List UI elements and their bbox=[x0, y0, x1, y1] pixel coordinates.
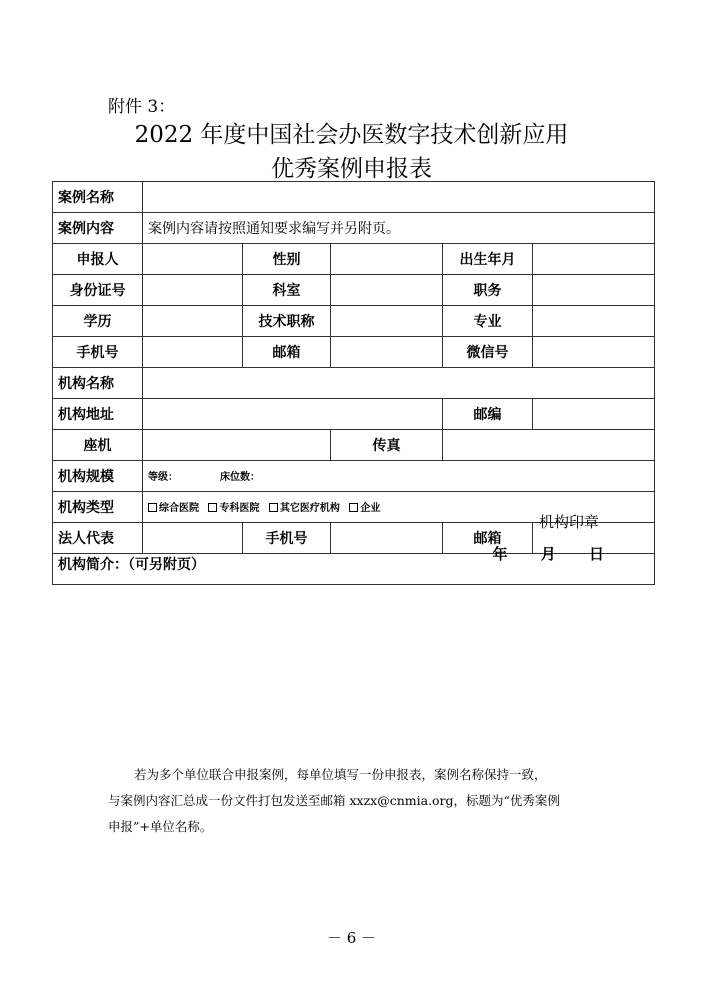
row-org-scale bbox=[53, 461, 655, 492]
row-id bbox=[53, 275, 655, 306]
row-org-name bbox=[53, 368, 655, 399]
position-field[interactable] bbox=[533, 275, 655, 306]
row-org-address bbox=[53, 399, 655, 430]
applicant-label: 申报人 bbox=[53, 244, 143, 275]
wechat-label: 微信号 bbox=[443, 337, 533, 368]
landline-label: 座机 bbox=[53, 430, 143, 461]
row-case-name bbox=[53, 182, 655, 213]
note-line1: 若为多个单位联合申报案例，每单位填写一份申报表，案例名称保持一致， bbox=[134, 767, 547, 782]
row-landline bbox=[53, 430, 655, 461]
option-general-hospital[interactable]: 综合医院 bbox=[148, 499, 199, 515]
department-field[interactable] bbox=[331, 275, 443, 306]
row-case-content bbox=[53, 213, 655, 244]
case-content-label: 案例内容 bbox=[53, 213, 143, 244]
case-name-label: 案例名称 bbox=[53, 182, 143, 213]
postcode-label: 邮编 bbox=[443, 399, 533, 430]
case-name-field[interactable] bbox=[143, 182, 655, 213]
legal-mobile-label: 手机号 bbox=[243, 523, 331, 554]
org-type-label: 机构类型 bbox=[53, 492, 143, 523]
applicant-field[interactable] bbox=[143, 244, 243, 275]
org-name-label: 机构名称 bbox=[53, 368, 143, 399]
landline-field[interactable] bbox=[143, 430, 331, 461]
option-enterprise[interactable]: 企业 bbox=[349, 499, 380, 515]
org-scale-field[interactable] bbox=[143, 461, 655, 492]
page-number: － 6 － bbox=[326, 929, 377, 947]
org-address-label: 机构地址 bbox=[53, 399, 143, 430]
attachment-label: 附件 3： bbox=[108, 97, 176, 117]
legal-rep-field[interactable] bbox=[143, 523, 243, 554]
department-label: 科室 bbox=[243, 275, 331, 306]
birth-label: 出生年月 bbox=[443, 244, 533, 275]
submission-note bbox=[108, 762, 608, 840]
legal-rep-label: 法人代表 bbox=[53, 523, 143, 554]
checkbox-icon[interactable] bbox=[148, 503, 157, 512]
application-form-table bbox=[52, 181, 655, 585]
legal-email-label: 邮箱 bbox=[443, 523, 533, 554]
option-specialty-hospital[interactable]: 专科医院 bbox=[208, 499, 259, 515]
document-title-line1: 2022 年度中国社会办医数字技术创新应用 bbox=[134, 122, 569, 148]
option-other-medical[interactable]: 其它医疗机构 bbox=[269, 499, 340, 515]
education-field[interactable] bbox=[143, 306, 243, 337]
org-address-field[interactable] bbox=[143, 399, 443, 430]
legal-mobile-field[interactable] bbox=[331, 523, 443, 554]
checkbox-icon[interactable] bbox=[349, 503, 358, 512]
date-month: 月 bbox=[540, 545, 556, 563]
date-line bbox=[465, 543, 605, 564]
birth-field[interactable] bbox=[533, 244, 655, 275]
mobile-label: 手机号 bbox=[53, 337, 143, 368]
note-line3: 申报”+单位名称。 bbox=[108, 819, 213, 834]
gender-label: 性别 bbox=[243, 244, 331, 275]
fax-label: 传真 bbox=[331, 430, 443, 461]
major-label: 专业 bbox=[443, 306, 533, 337]
case-content-field[interactable]: 案例内容请按照通知要求编写并另附页。 bbox=[143, 213, 655, 244]
id-field[interactable] bbox=[143, 275, 243, 306]
gender-field[interactable] bbox=[331, 244, 443, 275]
org-name-field[interactable] bbox=[143, 368, 655, 399]
title-field[interactable] bbox=[331, 306, 443, 337]
row-mobile bbox=[53, 337, 655, 368]
org-scale-label: 机构规模 bbox=[53, 461, 143, 492]
mobile-field[interactable] bbox=[143, 337, 243, 368]
note-line2: 与案例内容汇总成一份文件打包发送至邮箱 xxzx@cnmia.org，标题为“优秀案例 bbox=[108, 793, 560, 808]
row-intro bbox=[53, 554, 655, 585]
title-label: 技术职称 bbox=[243, 306, 331, 337]
document-title-line2: 优秀案例申报表 bbox=[271, 156, 432, 182]
date-year: 年 bbox=[492, 545, 508, 563]
intro-label: 机构简介：（可另附页） bbox=[58, 557, 205, 573]
postcode-field[interactable] bbox=[533, 399, 655, 430]
grade-label: 等级： bbox=[148, 472, 178, 483]
email-label: 邮箱 bbox=[243, 337, 331, 368]
seal-label: 机构印章 bbox=[539, 513, 600, 531]
checkbox-icon[interactable] bbox=[269, 503, 278, 512]
major-field[interactable] bbox=[533, 306, 655, 337]
beds-label: 床位数： bbox=[220, 472, 260, 483]
id-label: 身份证号 bbox=[53, 275, 143, 306]
email-field[interactable] bbox=[331, 337, 443, 368]
date-day: 日 bbox=[589, 545, 605, 563]
wechat-field[interactable] bbox=[533, 337, 655, 368]
education-label: 学历 bbox=[53, 306, 143, 337]
fax-field[interactable] bbox=[443, 430, 655, 461]
row-applicant bbox=[53, 244, 655, 275]
position-label: 职务 bbox=[443, 275, 533, 306]
row-education bbox=[53, 306, 655, 337]
checkbox-icon[interactable] bbox=[208, 503, 217, 512]
